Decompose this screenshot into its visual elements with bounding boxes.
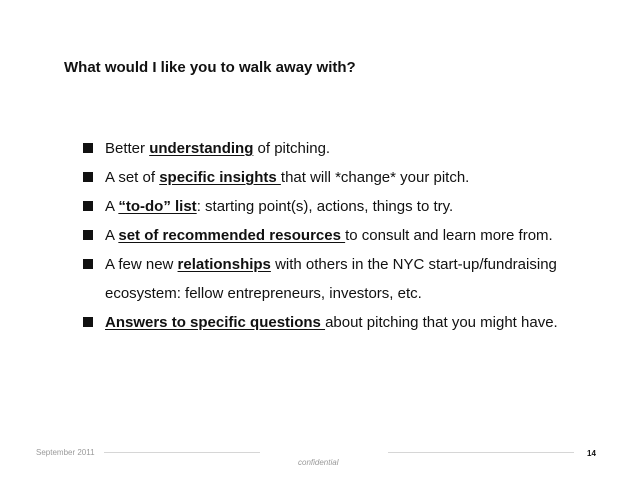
footer-divider-right — [388, 452, 574, 453]
bullet-text-before: A set of — [105, 169, 160, 186]
square-bullet-icon — [83, 143, 93, 153]
footer-divider-left — [104, 452, 260, 453]
bullet-text-before: Better — [105, 140, 150, 157]
slide-title: What would I like you to walk away with? — [64, 59, 356, 76]
bullet-item — [82, 134, 582, 163]
bullet-emphasis: “to-do” list — [118, 198, 197, 215]
bullet-item — [82, 221, 582, 250]
bullet-item — [82, 192, 582, 221]
bullet-text-before: A few new — [105, 256, 178, 273]
bullet-item — [82, 250, 582, 308]
square-bullet-icon — [83, 201, 93, 211]
bullet-text-after: to consult and learn more from. — [345, 227, 553, 244]
square-bullet-icon — [83, 317, 93, 327]
bullet-item — [82, 308, 582, 337]
bullet-text-after: : starting point(s), actions, things to try. — [196, 198, 454, 215]
square-bullet-icon — [83, 172, 93, 182]
bullet-emphasis: specific insights — [159, 169, 281, 186]
bullet-emphasis: relationships — [177, 256, 271, 273]
footer-confidential-label: confidential — [298, 458, 339, 467]
bullet-emphasis: understanding — [149, 140, 254, 157]
square-bullet-icon — [83, 230, 93, 240]
bullet-text-after: about pitching that you might have. — [325, 314, 558, 331]
footer-date: September 2011 — [36, 448, 95, 457]
bullet-item — [82, 163, 582, 192]
bullet-text-before: A — [105, 227, 119, 244]
bullet-text-after: that will *change* your pitch. — [280, 169, 470, 186]
bullet-text-after: of pitching. — [253, 140, 331, 157]
bullet-text-before: A — [105, 198, 119, 215]
bullet-emphasis: set of recommended resources — [118, 227, 346, 244]
page-number: 14 — [587, 449, 596, 458]
square-bullet-icon — [83, 259, 93, 269]
bullet-list — [82, 134, 582, 337]
bullet-text-after: with others in the NYC start-up/fundraising ecosystem: fellow entrepreneurs, investors, etc. — [105, 256, 557, 302]
bullet-emphasis: Answers to specific questions — [105, 314, 326, 331]
